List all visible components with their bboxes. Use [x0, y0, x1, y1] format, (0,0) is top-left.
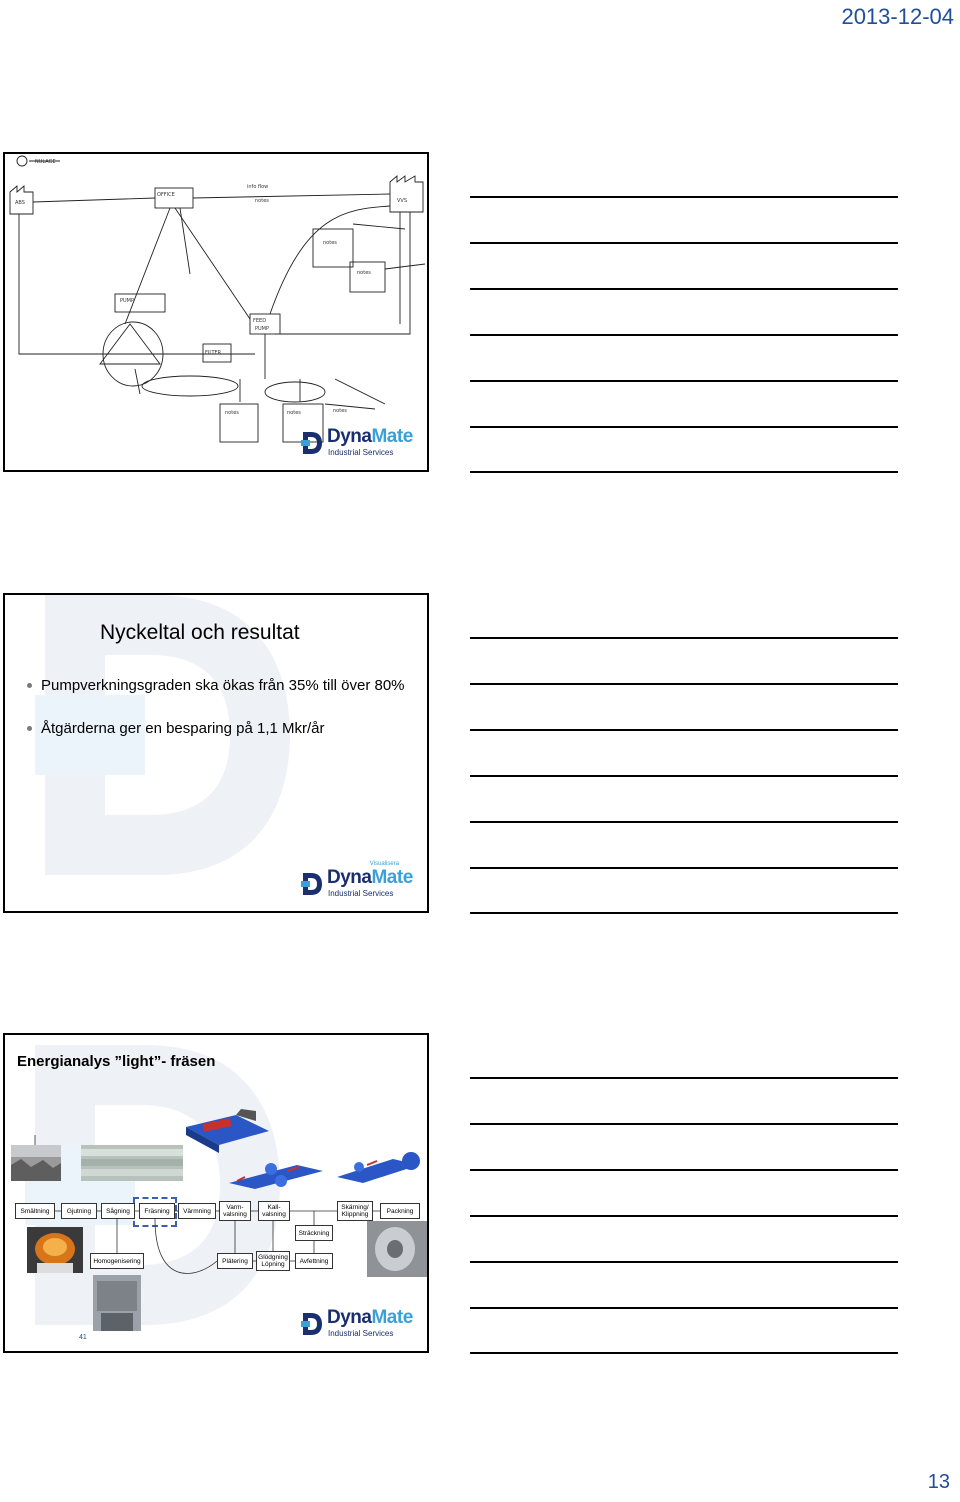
- svg-text:info flow: info flow: [247, 184, 269, 190]
- svg-text:notes: notes: [255, 198, 269, 204]
- page-number: 13: [927, 1471, 950, 1493]
- note-line: [470, 1077, 898, 1079]
- svg-text:ABS: ABS: [15, 200, 25, 206]
- svg-text:VVS: VVS: [397, 198, 408, 204]
- note-line: [470, 867, 898, 869]
- step-sagning: Sågning: [101, 1203, 135, 1219]
- dynamate-logo: [301, 1307, 413, 1341]
- furnace-photo: [93, 1275, 141, 1331]
- hand-drawn-flow-sketch: [5, 154, 429, 472]
- note-line: [470, 1169, 898, 1171]
- step-kallvalsning: Kall- valsning: [258, 1201, 290, 1221]
- svg-text:notes: notes: [333, 408, 347, 414]
- step-homogenisering: Homogenisering: [90, 1253, 144, 1269]
- bullet-dot-icon: [27, 683, 32, 688]
- slide-title: Nyckeltal och resultat: [100, 621, 300, 644]
- note-line: [470, 288, 898, 290]
- svg-text:FILTER: FILTER: [205, 350, 222, 356]
- logo-name: DynaMate: [327, 426, 413, 447]
- step-glodgning: Glödgning Löpning: [256, 1251, 290, 1271]
- note-line: [470, 380, 898, 382]
- note-line: [470, 1352, 898, 1354]
- note-line: [470, 821, 898, 823]
- slide-key-figures: [3, 593, 429, 913]
- note-line: [470, 1261, 898, 1263]
- svg-text:FEED: FEED: [253, 318, 267, 324]
- note-line: [470, 242, 898, 244]
- svg-text:OFFICE: OFFICE: [157, 192, 175, 198]
- note-line: [470, 196, 898, 198]
- bullet-dot-icon: [27, 726, 32, 731]
- note-line: [470, 426, 898, 428]
- step-platering: Plätering: [217, 1253, 253, 1269]
- svg-text:NULAGE: NULAGE: [35, 159, 56, 165]
- note-line: [470, 775, 898, 777]
- slide-title: Energianalys ”light”- fräsen: [17, 1053, 216, 1070]
- slide-number: 41: [79, 1334, 87, 1341]
- bullet-text: Åtgärderna ger en besparing på 1,1 Mkr/år: [41, 720, 325, 737]
- process-connectors: [5, 1035, 429, 1353]
- svg-text:PUMP: PUMP: [120, 298, 135, 304]
- note-line: [470, 471, 898, 473]
- step-packning: Packning: [380, 1203, 420, 1219]
- note-line: [470, 729, 898, 731]
- logo-name: DynaMate: [327, 1307, 413, 1328]
- svg-text:notes: notes: [287, 410, 301, 416]
- visualize-label: Visualisera: [369, 861, 399, 867]
- dynamate-logo-icon: [301, 1311, 323, 1337]
- bullet-item: [27, 675, 407, 696]
- note-line: [470, 912, 898, 914]
- page-date: 2013-12-04: [841, 4, 954, 29]
- note-line: [470, 637, 898, 639]
- svg-text:notes: notes: [357, 270, 371, 276]
- step-frasning: Fräsning: [139, 1203, 175, 1219]
- dynamate-logo: [301, 426, 413, 460]
- coil-photo: [367, 1221, 427, 1277]
- bullet-item: [27, 718, 407, 739]
- note-line: [470, 683, 898, 685]
- step-varmning: Värmning: [178, 1203, 216, 1219]
- molten-metal-photo: [27, 1227, 83, 1273]
- bullet-text: Pumpverkningsgraden ska ökas från 35% till över 80%: [41, 677, 405, 694]
- note-line: [470, 1215, 898, 1217]
- logo-tagline: Industrial Services: [328, 889, 394, 898]
- step-skarning: Skärning/ Klippning: [337, 1201, 373, 1221]
- svg-text:notes: notes: [323, 240, 337, 246]
- step-gjutning: Gjutning: [61, 1203, 97, 1219]
- logo-tagline: Industrial Services: [328, 1329, 394, 1338]
- note-line: [470, 1123, 898, 1125]
- step-strackning: Sträckning: [295, 1225, 333, 1241]
- dynamate-logo-icon: [301, 430, 323, 456]
- step-smaltning: Smältning: [15, 1203, 55, 1219]
- svg-text:PUMP: PUMP: [255, 326, 270, 332]
- dynamate-logo: [301, 867, 413, 901]
- logo-name: DynaMate: [327, 867, 413, 888]
- note-line: [470, 1307, 898, 1309]
- slide-energy-analysis: [3, 1033, 429, 1353]
- logo-tagline: Industrial Services: [328, 448, 394, 457]
- slide-sketch: [3, 152, 429, 472]
- svg-text:notes: notes: [225, 410, 239, 416]
- dynamate-logo-icon: [301, 871, 323, 897]
- step-avfettning: Avfettning: [295, 1253, 333, 1269]
- step-varmvalsning: Varm- valsning: [219, 1201, 251, 1221]
- bullet-list: [27, 675, 407, 751]
- note-line: [470, 334, 898, 336]
